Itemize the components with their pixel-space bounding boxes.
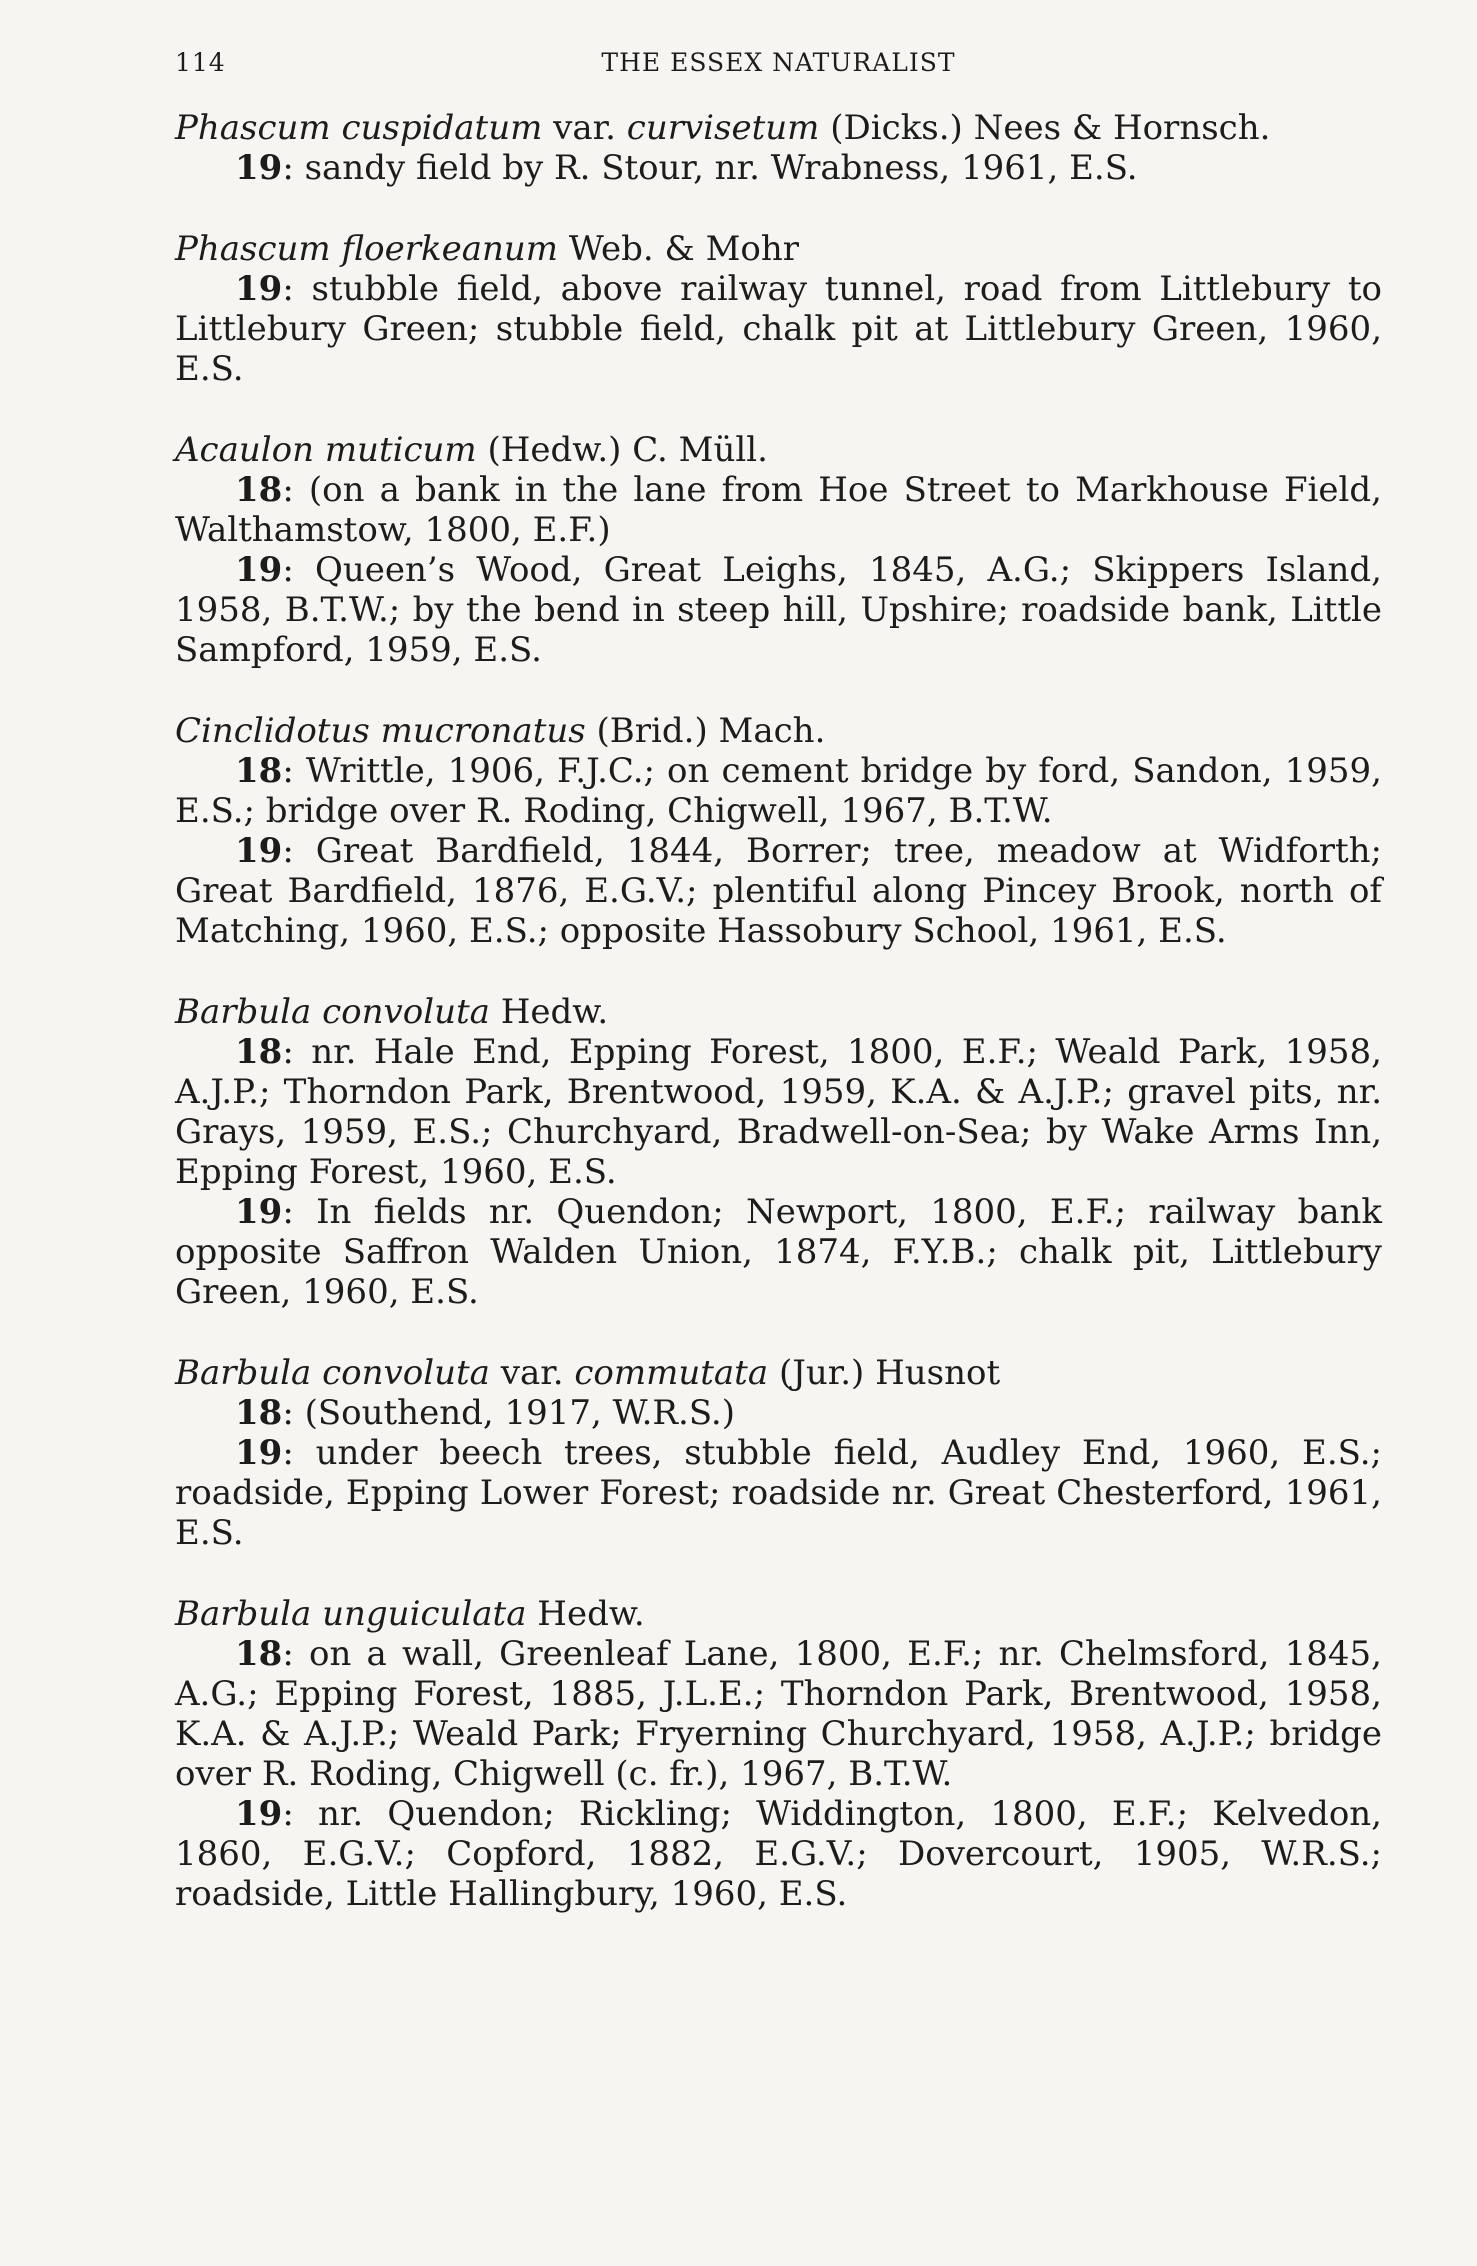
species-heading (175, 430, 1382, 470)
record-text: : (Southend, 1917, W.R.S.) (282, 1393, 735, 1433)
vice-county-number: 18 (235, 1393, 283, 1433)
species-heading (175, 229, 1382, 269)
running-head (175, 38, 1382, 108)
vice-county-number: 19 (235, 148, 283, 188)
species-name: Acaulon muticum (175, 430, 477, 470)
locality-record (175, 751, 1382, 831)
locality-record (175, 831, 1382, 951)
authority: (Jur.) Husnot (778, 1353, 1001, 1393)
record-text: : under beech trees, stubble field, Audley End, 1960, E.S.; roadside, Epping Lower Forest; roadside nr. Great Chesterford, 1961, E.S. (175, 1433, 1382, 1553)
authority: Hedw. (500, 992, 609, 1032)
species-heading (175, 992, 1382, 1032)
species-entry (175, 711, 1382, 951)
record-text: : nr. Hale End, Epping Forest, 1800, E.F.; Weald Park, 1958, A.J.P.; Thorndon Park, Brentwood, 1959, K.A. & A.J.P.; gravel pits, nr. Grays, 1959, E.S.; Churchyard, Bradwell-on-Sea; by Wake Arms Inn, Epping Forest, 1960, E.S. (175, 1032, 1382, 1192)
record-text: : Writtle, 1906, F.J.C.; on cement bridge by ford, Sandon, 1959, E.S.; bridge over R. Roding, Chigwell, 1967, B.T.W. (175, 751, 1382, 831)
rank-label: var. (500, 1353, 564, 1393)
record-text: : stubble field, above railway tunnel, road from Littlebury to Littlebury Green; stubble field, chalk pit at Littlebury Green, 1960, E.S. (175, 269, 1382, 389)
vice-county-number: 18 (235, 751, 283, 791)
species-entry (175, 430, 1382, 670)
record-text: : Queen’s Wood, Great Leighs, 1845, A.G.; Skippers Island, 1958, B.T.W.; by the bend in steep hill, Upshire; roadside bank, Little Sampford, 1959, E.S. (175, 550, 1382, 670)
record-text: : on a wall, Greenleaf Lane, 1800, E.F.; nr. Chelmsford, 1845, A.G.; Epping Forest, 1885, J.L.E.; Thorndon Park, Brentwood, 1958, K.A. & A.J.P.; Weald Park; Fryerning Churchyard, 1958, A.J.P.; bridge over R. Roding, Chigwell (c. fr.), 1967, B.T.W. (175, 1634, 1382, 1794)
species-entry (175, 108, 1382, 188)
variety-name: curvisetum (626, 108, 820, 148)
species-heading (175, 1594, 1382, 1634)
locality-record (175, 1192, 1382, 1312)
species-name: Barbula unguiculata (175, 1594, 527, 1634)
vice-county-number: 19 (235, 1192, 283, 1232)
species-entry (175, 1353, 1382, 1553)
locality-record (175, 1032, 1382, 1192)
species-name: Phascum cuspidatum (175, 108, 543, 148)
journal-title: THE ESSEX NATURALIST (601, 48, 956, 77)
authority: (Brid.) Mach. (596, 711, 826, 751)
rank-label: var. (553, 108, 616, 148)
species-name: Barbula convoluta (175, 992, 490, 1032)
species-list (175, 108, 1382, 1914)
locality-record (175, 1433, 1382, 1553)
species-heading (175, 1353, 1382, 1393)
vice-county-number: 18 (235, 1032, 283, 1072)
species-heading (175, 711, 1382, 751)
authority: Web. & Mohr (568, 229, 800, 269)
record-text: : sandy field by R. Stour, nr. Wrabness, 1961, E.S. (282, 148, 1138, 188)
species-name: Barbula convoluta (175, 1353, 490, 1393)
vice-county-number: 19 (235, 550, 283, 590)
species-name: Phascum floerkeanum (175, 229, 559, 269)
vice-county-number: 19 (235, 269, 283, 309)
species-heading (175, 108, 1382, 148)
record-text: : Great Bardfield, 1844, Borrer; tree, meadow at Widforth; Great Bardfield, 1876, E.G.V.; plentiful along Pincey Brook, north of Matching, 1960, E.S.; opposite Hassobury School, 1961, E.S. (175, 831, 1382, 951)
record-text: : In fields nr. Quendon; Newport, 1800, E.F.; railway bank opposite Saffron Walden Union, 1874, F.Y.B.; chalk pit, Littlebury Green, 1960, E.S. (175, 1192, 1382, 1312)
page-number: 114 (175, 48, 226, 77)
vice-county-number: 19 (235, 1794, 283, 1834)
authority: Hedw. (537, 1594, 645, 1634)
authority: (Dicks.) Nees & Hornsch. (830, 108, 1271, 148)
authority: (Hedw.) C. Müll. (487, 430, 768, 470)
record-text: : (on a bank in the lane from Hoe Street to Markhouse Field, Walthamstow, 1800, E.F.) (175, 470, 1382, 550)
locality-record (175, 1634, 1382, 1794)
locality-record (175, 550, 1382, 670)
locality-record (175, 470, 1382, 550)
vice-county-number: 19 (235, 1433, 283, 1473)
vice-county-number: 18 (235, 470, 283, 510)
variety-name: commutata (574, 1353, 769, 1393)
document-page (0, 38, 1477, 2266)
species-entry (175, 992, 1382, 1312)
locality-record (175, 148, 1382, 188)
locality-record (175, 269, 1382, 389)
vice-county-number: 19 (235, 831, 283, 871)
species-entry (175, 1594, 1382, 1914)
record-text: : nr. Quendon; Rickling; Widdington, 1800, E.F.; Kelvedon, 1860, E.G.V.; Copford, 1882, E.G.V.; Dovercourt, 1905, W.R.S.; roadside, Little Hallingbury, 1960, E.S. (175, 1794, 1382, 1914)
vice-county-number: 18 (235, 1634, 283, 1674)
locality-record (175, 1393, 1382, 1433)
locality-record (175, 1794, 1382, 1914)
species-name: Cinclidotus mucronatus (175, 711, 586, 751)
species-entry (175, 229, 1382, 389)
